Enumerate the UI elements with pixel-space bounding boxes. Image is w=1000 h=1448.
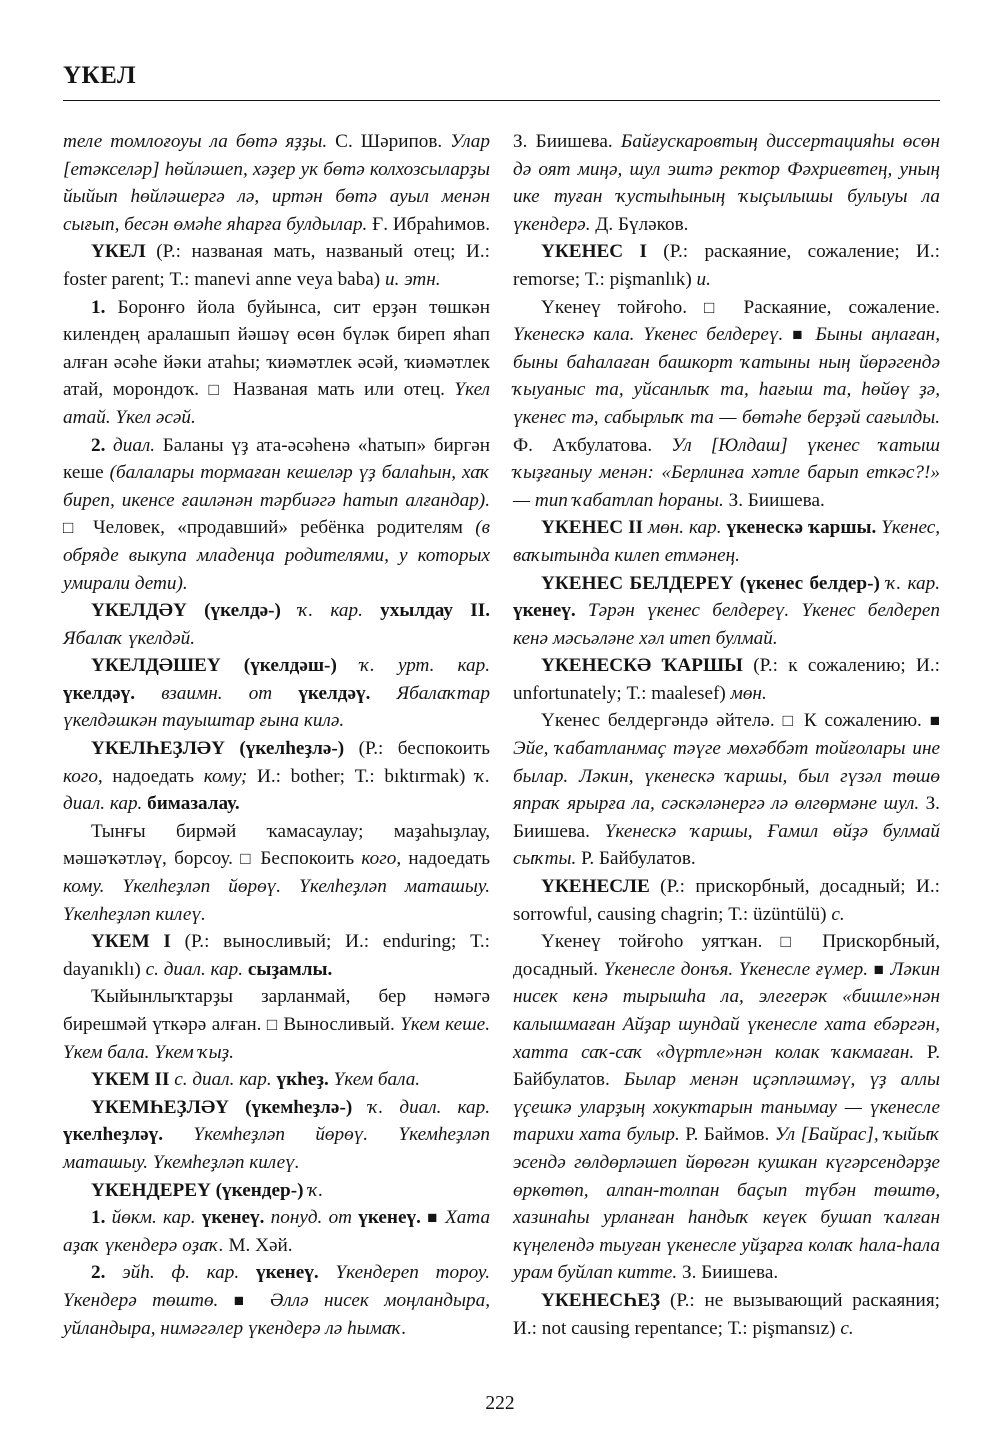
italic-text: Үкел атай. Үкел әсәй. bbox=[63, 379, 490, 428]
body-text: З. Биишева. bbox=[513, 131, 621, 152]
dictionary-paragraph bbox=[63, 238, 490, 293]
italic-text: понуд. от bbox=[270, 1207, 353, 1229]
example-marker-icon: ■ bbox=[233, 1290, 255, 1310]
body-text: Названая мать или отец. bbox=[223, 379, 455, 401]
body-text: З. Биишева. bbox=[677, 1262, 779, 1284]
body-text: (Р.: беспокоить bbox=[344, 738, 491, 760]
italic-text: Эйе, ҡабатланмаҫ тәүге мөхәббәт тойғолары ине былар. Ләкин, үкенескә ҡаршы, был гүзәл төшө япраҡ ярырға ла, сәскәләнергә лә өлгөрмәне шул. bbox=[513, 738, 940, 815]
continued-paragraph bbox=[513, 128, 940, 238]
body-text: (Р.: к сожалению; И.: unfortunately; Т.: maalesef) bbox=[513, 655, 940, 704]
body-text bbox=[576, 600, 588, 621]
headword: ҮКЕНЕС II bbox=[541, 517, 644, 539]
headword: үкелһеҙләү. bbox=[63, 1124, 164, 1146]
italic-text: Ул [Юлдаш] үкенес ҡатыш ҡыҙғаныу менән: «Берлинға хәтле барып еткәс?!» — тип ҡабатлап һораны. bbox=[513, 434, 940, 511]
italic-text: Үкенес, ваҡытында килеп етмәнең. bbox=[513, 517, 941, 566]
example-marker-icon: ■ bbox=[929, 711, 940, 731]
body-text bbox=[105, 1262, 122, 1283]
italic-text: кому. Үкелһеҙләп йөрөү. Үкелһеҙләп маташыу. Үкелһеҙләп килеү. bbox=[63, 876, 490, 925]
italic-text: Тәрән үкенес белдереү. Үкенес белдереп кенә мәсьәләне хәл итеп булмай. bbox=[513, 600, 940, 649]
italic-text: с. диал. кар. bbox=[174, 1069, 272, 1091]
body-text: Выносливый. bbox=[277, 1014, 401, 1035]
dictionary-paragraph bbox=[513, 652, 940, 707]
headword: ҮКЕЛ bbox=[91, 241, 146, 263]
dictionary-paragraph bbox=[513, 1287, 940, 1342]
headword: ҮКЕМҺЕҘЛӘҮ (үкемһеҙлә-) bbox=[91, 1096, 353, 1118]
headword: 1. bbox=[91, 296, 106, 318]
body-text bbox=[239, 1262, 256, 1283]
dictionary-paragraph bbox=[63, 1094, 490, 1177]
body-text: Үкенеү тойғоһо. bbox=[541, 296, 705, 318]
dictionary-paragraph bbox=[63, 432, 490, 598]
headword: ҮКЕЛДӘҮ (үкелдә-) bbox=[91, 600, 281, 622]
dictionary-paragraph bbox=[63, 294, 490, 432]
italic-text: Үкем бала. bbox=[333, 1069, 421, 1091]
italic-text: эйһ. ф. кар. bbox=[122, 1262, 240, 1284]
translation-marker-icon: □ bbox=[266, 1015, 278, 1034]
headword: үкенеү. bbox=[358, 1207, 421, 1229]
headword: үкенеү. bbox=[201, 1207, 265, 1229]
body-text: (Р.: раскаяние, сожаление; И.: remorse; Т.: pişmanlık) bbox=[513, 241, 941, 290]
italic-text: Байғускаровтың диссертацияһы өсөн дә оят миңә, шул эштә ректор Фәхриевтең, уның ике туған ҡустыһының ҡыҫылышы булыуы ла үкендерә. bbox=[513, 131, 941, 235]
translation-marker-icon: □ bbox=[63, 518, 81, 538]
body-text: Ҡыйынлыҡтарҙы зарланмай, бер нәмәгә бирешмәй үткәрә алған. bbox=[63, 986, 490, 1035]
headword: үкһеҙ. bbox=[276, 1069, 329, 1091]
headword: ҮКЕНЕСҺЕҘ bbox=[541, 1289, 661, 1311]
body-text bbox=[807, 324, 816, 345]
body-text: Р. Байбулатов. bbox=[513, 1041, 940, 1091]
dictionary-paragraph bbox=[63, 1259, 490, 1342]
italic-text: с. диал. кар. bbox=[145, 958, 244, 980]
headword: ҮКЕЛДӘШЕҮ (үкелдәш-) bbox=[91, 655, 337, 677]
headword: 2. bbox=[91, 1262, 106, 1284]
dictionary-paragraph bbox=[63, 597, 490, 652]
translation-marker-icon: □ bbox=[240, 849, 254, 869]
italic-text: и. bbox=[696, 268, 711, 290]
body-text bbox=[105, 435, 113, 456]
body-text bbox=[255, 1290, 270, 1311]
headword: ҮКЕНЕСКӘ ҠАРШЫ bbox=[541, 655, 743, 677]
headword: сыҙамлы. bbox=[247, 958, 333, 980]
headword: үкенеү. bbox=[255, 1262, 319, 1284]
italic-text: йөкм. кар. bbox=[111, 1207, 196, 1229]
translation-marker-icon: □ bbox=[704, 297, 727, 317]
body-text bbox=[337, 655, 360, 676]
italic-text: Үкенескә кала. Үкенес белдереү. bbox=[513, 324, 784, 346]
body-text: (Р.: названая мать, названый отец; И.: foster parent; Т.: manevi anne veya baba) bbox=[63, 241, 490, 290]
body-text bbox=[281, 600, 298, 621]
body-text bbox=[319, 1262, 336, 1283]
italic-text: Ул [Байрас], ҡыйыҡ эсендә гөлдөрләшеп йөрөгән кушкан күгәрсендәрҙе өркөтөп, алпан-толпан баҫып түбән төштө, хазинаһы урланған һандыҡ кеүек бушап ҡалған күңелендә тыуған үкенесле уйҙарға колаҡ һала-һала урам буйлап китте. bbox=[513, 1124, 940, 1284]
italic-text: и. этн. bbox=[385, 268, 441, 290]
dictionary-paragraph bbox=[63, 983, 490, 1066]
translation-marker-icon: □ bbox=[780, 932, 805, 952]
body-text: Баланы үҙ ата-әсәһенә «һатып» биргән кеше bbox=[63, 434, 490, 484]
italic-text: кого, bbox=[361, 848, 402, 870]
italic-text: Үкенесле донъя. Үкенесле ғүмер. bbox=[603, 958, 869, 980]
body-text bbox=[783, 324, 792, 345]
headword: үкелдәү. bbox=[298, 682, 371, 704]
body-text: Боронғо йола буйынса, сит ерҙән төшкән килендең аралашып йәшәү өсөн бүләк биреп яһап алған әсәһе йәки атаһы; ҡиәмәтлек әсәй, ҡиәмәтлек атай, морондоҡ. bbox=[63, 296, 490, 401]
italic-text: кому; bbox=[203, 765, 248, 787]
translation-marker-icon: □ bbox=[208, 380, 224, 400]
headword: үкенескә ҡаршы. bbox=[726, 517, 877, 539]
body-text: С. Шәрипов. bbox=[327, 131, 451, 152]
body-text: Тынғы бирмәй ҡамасаулау; маҙаһыҙлау, мәшәҡәтләү, борсоу. bbox=[63, 820, 490, 870]
body-text: К сожалению. bbox=[795, 710, 930, 732]
italic-text: Улар [етәкселәр] һөйләшеп, хәҙер ук бөтә колхозсыларҙы йыйып һөйләшергә лә, иртән бөтә ауыл менән сығып, бесән өмәһе яһарға булдылар. bbox=[63, 131, 490, 235]
headword: 2. bbox=[91, 434, 106, 456]
body-text: М. Хәй. bbox=[223, 1234, 293, 1256]
italic-text: взаимн. от bbox=[161, 682, 273, 704]
body-text: (Р.: прискорбный, досадный; И.: sorrowful, causing chagrin; Т.: üzüntülü) bbox=[513, 876, 940, 925]
body-text bbox=[272, 683, 298, 704]
headword: бимазалау. bbox=[147, 793, 240, 815]
body-text: Р. Байбулатов. bbox=[576, 848, 696, 870]
continued-paragraph bbox=[63, 128, 490, 238]
italic-text: Үкендереп тороу. Үкендерә төштө. bbox=[63, 1262, 490, 1311]
headword: үкенеү. bbox=[513, 600, 576, 622]
example-marker-icon: ■ bbox=[873, 959, 885, 979]
italic-text: мөн. bbox=[730, 682, 767, 704]
body-text: И.: bother; Т.: bıktırmak) bbox=[247, 765, 476, 787]
italic-text: с. bbox=[840, 1317, 854, 1339]
italic-text: Үкем кеше. Үкем бала. Үкем ҡыҙ. bbox=[63, 1014, 490, 1063]
italic-text: Быны аңлаған, быны баһалаған башкорт ҡатыны ның йөрәгендә ҡыуаныс та, уйсанлыҡ та, һағыш та, һөйөү ҙә, үкенес тә, сабырлыҡ та — бөтәһе берҙәй сағылды. bbox=[513, 324, 940, 428]
italic-text: ҡ. диал. кар. bbox=[63, 765, 490, 815]
dictionary-paragraph bbox=[63, 652, 490, 735]
italic-text: (балалары тормаған кешеләр үҙ балаһын, хаҡ биреп, икенсе ғаиләнән тәрбиәгә һатып алғандар). bbox=[63, 462, 491, 511]
body-text: надоедать bbox=[102, 765, 204, 787]
italic-text: ҡ. кар. bbox=[886, 572, 941, 594]
header-rule bbox=[63, 100, 940, 101]
dictionary-paragraph bbox=[63, 1177, 490, 1205]
italic-text: Былар менән иҫәпләшмәү, үҙ аллы үҫешкә уларҙың хокуктарын танымау — үкенесле тарихи хата булыр. bbox=[513, 1069, 940, 1146]
headword: ҮКЕНЕС I bbox=[541, 241, 647, 263]
body-text: (Р.: не вызывающий раскаяния; И.: not causing repentance; Т.: pişmansız) bbox=[513, 1289, 940, 1339]
body-text: Человек, «продавший» ребёнка родителям bbox=[80, 517, 476, 539]
body-text bbox=[163, 1124, 193, 1145]
italic-text: мөн. кар. bbox=[647, 517, 722, 539]
left-column bbox=[63, 128, 490, 1342]
example-marker-icon: ■ bbox=[792, 325, 807, 345]
italic-text: теле томлоғоуы ла бөтә яҙҙы. bbox=[63, 131, 328, 152]
italic-text: ҡ. урт. кар. bbox=[359, 655, 490, 677]
body-text bbox=[218, 1290, 233, 1311]
headword: ҮКЕЛҺЕҘЛӘҮ (үкелһеҙлә-) bbox=[91, 738, 345, 760]
dictionary-paragraph bbox=[513, 707, 940, 873]
body-text: З. Биишева. bbox=[513, 793, 940, 842]
dictionary-paragraph bbox=[513, 514, 940, 569]
italic-text: Ябалаҡ үкелдәй. bbox=[63, 627, 196, 649]
dictionary-paragraph bbox=[513, 238, 940, 293]
body-text bbox=[370, 683, 396, 704]
italic-text: Үкенескә ҡаршы, Ғамил өйҙә булмай сыҡты. bbox=[513, 820, 940, 870]
body-text: Беспокоить bbox=[253, 848, 362, 870]
example-marker-icon: ■ bbox=[427, 1208, 439, 1228]
translation-marker-icon: □ bbox=[782, 711, 796, 731]
body-text: Ғ. Ибраһимов. bbox=[367, 213, 491, 235]
body-text bbox=[352, 1097, 368, 1118]
italic-text: ҡ. bbox=[308, 1179, 324, 1201]
dictionary-paragraph bbox=[63, 928, 490, 983]
body-text: З. Биишева. bbox=[723, 489, 825, 511]
italic-text: Ләкин нисек кенә тырышһа ла, элегерәк «бишле»нән калышмаған Айҙар шундай үкенесле хата ебәргән, хатта саҡ-саҡ «дүртле»нән колак ҡакмаған. bbox=[513, 958, 941, 1063]
headword: ҮКЕМ II bbox=[91, 1069, 170, 1091]
italic-text: кого, bbox=[63, 765, 103, 787]
body-text: Ф. Аҡбулатова. bbox=[513, 434, 672, 456]
right-column bbox=[513, 128, 940, 1342]
body-text: Д. Бүләков. bbox=[590, 213, 689, 235]
italic-text: Үкемһеҙләп йөрөү. Үкемһеҙләп маташыу. Үкемһеҙләп килеү. bbox=[63, 1124, 490, 1173]
dictionary-paragraph bbox=[513, 873, 940, 928]
dictionary-paragraph bbox=[63, 1066, 490, 1094]
headword: ҮКЕНЕСЛЕ bbox=[541, 876, 650, 898]
dictionary-paragraph bbox=[63, 818, 490, 928]
italic-text: диал. bbox=[113, 434, 156, 456]
dictionary-paragraph bbox=[513, 570, 940, 653]
body-text: Үкенеү тойғоһо уятҡан. bbox=[541, 931, 781, 953]
italic-text: (в обряде выкупа младенца родителями, у которых умирали дети). bbox=[63, 517, 490, 594]
dictionary-paragraph bbox=[513, 294, 940, 515]
italic-text: ҡ. диал. кар. bbox=[368, 1096, 491, 1118]
headword: 1. bbox=[91, 1207, 106, 1229]
headword: ҮКЕНДЕРЕҮ (үкендер-) bbox=[91, 1179, 304, 1201]
body-text: Үкенес белдергәндә әйтелә. bbox=[541, 710, 783, 732]
body-text: Раскаяние, сожаление. bbox=[726, 296, 940, 318]
body-text bbox=[135, 683, 161, 704]
body-text: надоедать bbox=[401, 848, 490, 870]
body-text bbox=[363, 600, 380, 621]
dictionary-paragraph bbox=[63, 1204, 490, 1259]
body-text: Прискорбный, досадный. bbox=[513, 931, 940, 980]
headword: ухылдау II. bbox=[380, 600, 491, 622]
dictionary-paragraph bbox=[513, 928, 940, 1287]
dictionary-paragraph bbox=[63, 735, 490, 818]
body-text: Р. Баймов. bbox=[679, 1124, 775, 1146]
headword: ҮКЕНЕС БЕЛДЕРЕҮ (үкенес белдер-) bbox=[541, 572, 880, 594]
headword: ҮКЕМ I bbox=[91, 931, 171, 953]
headword: үкелдәү. bbox=[63, 682, 136, 704]
page-number: 222 bbox=[485, 1393, 515, 1414]
body-text: (Р.: выносливый; И.: enduring; Т.: dayanıklı) bbox=[63, 931, 490, 980]
italic-text: с. bbox=[831, 903, 845, 925]
italic-text: Ябалаҡтар үкелдәшкән тауыштар ғына килә. bbox=[63, 682, 490, 732]
italic-text: ҡ. кар. bbox=[298, 600, 363, 622]
italic-text: Әллә нисек моңландыра, уйландыра, нимәгәлер үкендерә лә һымаҡ. bbox=[63, 1289, 490, 1339]
running-head: ҮКЕЛ bbox=[63, 62, 137, 89]
italic-text: Хата аҙаҡ үкендерә оҙаҡ. bbox=[63, 1207, 491, 1256]
